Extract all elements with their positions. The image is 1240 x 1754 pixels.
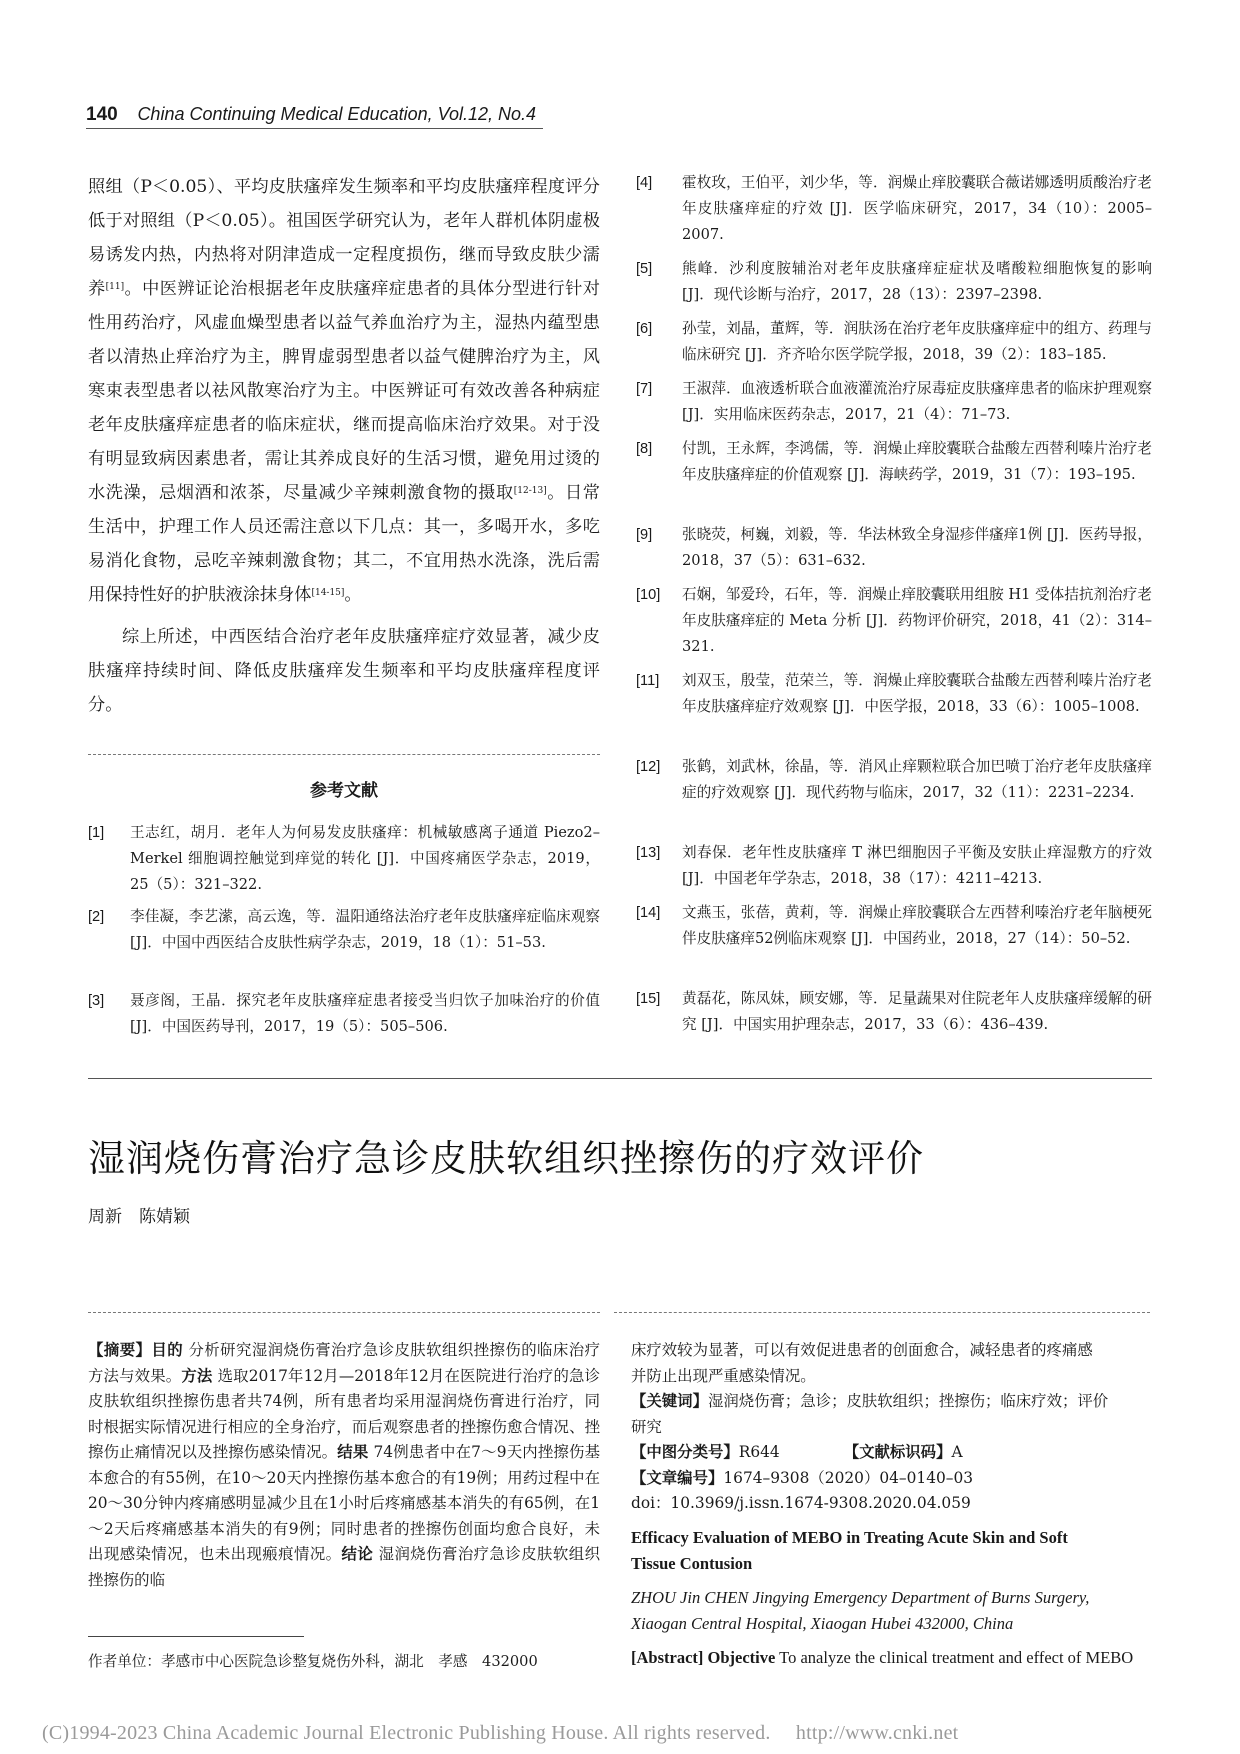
reference-item: [5] 熊峰．沙利度胺辅治对老年皮肤瘙痒症症状及嗜酸粒细胞恢复的影响 [J]．现代诊断与治疗，2017，28（13）：2397–2398. [636, 260, 1152, 303]
author-affiliation: 作者单位：孝感市中心医院急诊整复烧伤外科，湖北 孝感 432000 [88, 1653, 538, 1670]
abstract-divider [88, 1312, 600, 1313]
body-paragraph: 照组（P＜0.05）、平均皮肤瘙痒发生频率和平均皮肤瘙痒程度评分低于对照组（P＜0.05）。祖国医学研究认为，老年人群机体阴虚极易诱发内热，内热将对阴津造成一定程度损伤，继而导致皮肤少濡养[11]。中医辨证论治根据老年皮肤瘙痒症患者的具体分型进行针对性用药治疗，风虚血燥型患者以益气养血治疗为主，湿热内蕴型患者以清热止痒治疗为主，脾胃虚弱型患者以益气健脾治疗为主，风寒束表型患者以祛风散寒治疗为主。中医辨证可有效改善各种病症老年皮肤瘙痒症患者的临床症状，继而提高临床治疗效果。对于没有明显致病因素患者，需让其养成良好的生活习惯，避免用过烫的水洗澡，忌烟酒和浓茶，尽量减少辛辣刺激食物的摄取[12-13]。日常生活中，护理工作人员还需注意以下几点：其一，多喝开水，多吃易消化食物，忌吃辛辣刺激食物；其二，不宜用热水洗涤，洗后需用保持性好的护肤液涂抹身体[14-15]。 [88, 177, 600, 605]
reference-item: [2] 李佳凝，李艺潆，高云逸，等．温阳通络法治疗老年皮肤瘙痒症临床观察 [J]．中国中西医结合皮肤性病学杂志，2019，18（1）：51–53. [88, 908, 600, 951]
citation: [11] [105, 282, 125, 292]
abstract-label: 【摘要】 [88, 1342, 152, 1359]
reference-item: [9] 张晓荧，柯巍，刘毅，等．华法林致全身湿疹伴瘙痒1例 [J]．医药导报，2018，37（5）：631–632. [636, 526, 1152, 569]
article-authors: 周新 陈婧颖 [88, 1207, 190, 1227]
header-rule [86, 128, 543, 129]
reference-item: [13] 刘春保．老年性皮肤瘙痒 T 淋巴细胞因子平衡及安肤止痒湿敷方的疗效 [J]．中国老年学杂志，2018，38（17）：4211–4213. [636, 844, 1152, 887]
body-paragraph: 综上所述，中西医结合治疗老年皮肤瘙痒症疗效显著，减少皮肤瘙痒持续时间、降低皮肤瘙痒发生频率和平均皮肤瘙痒程度评分。 [88, 627, 600, 715]
reference-item: [8] 付凯，王永辉，李鸿儒，等．润燥止痒胶囊联合盐酸左西替利嗪片治疗老年皮肤瘙痒症的价值观察 [J]．海峡药学，2019，31（7）：193–195. [636, 440, 1152, 483]
reference-item: [6] 孙莹，刘晶，董辉，等．润肤汤在治疗老年皮肤瘙痒症中的组方、药理与临床研究 [J]．齐齐哈尔医学院学报，2018，39（2）：183–185. [636, 320, 1152, 363]
journal-name: China Continuing Medical Education, Vol.12, No.4 [137, 104, 537, 124]
classification: 【中图分类号】R644 【文献标识码】A [631, 1443, 963, 1461]
copyright-notice: (C)1994-2023 China Academic Journal Electronic Publishing House. All rights reserved. http://www.cnki.net [42, 1722, 959, 1744]
keywords: 【关键词】湿润烧伤膏；急诊；皮肤软组织；挫擦伤；临床疗效；评价 [631, 1392, 1109, 1410]
reference-item: [4] 霍枚玫，王伯平，刘少华，等．润燥止痒胶囊联合薇诺娜透明质酸治疗老年皮肤瘙痒症的疗效 [J]．医学临床研究，2017，34（10）：2005–2007. [636, 174, 1152, 243]
article-number: 【文章编号】1674–9308（2020）04–0140–03 [631, 1468, 974, 1487]
article-title: 湿润烧伤膏治疗急诊皮肤软组织挫擦伤的疗效评价 [88, 1137, 924, 1180]
section-divider [88, 754, 600, 755]
references-heading: 参考文献 [310, 781, 378, 800]
reference-item: [7] 王淑萍．血液透析联合血液灌流治疗尿毒症皮肤瘙痒患者的临床护理观察 [J]．实用临床医药杂志，2017，21（4）：71–73. [636, 380, 1152, 423]
article-divider [88, 1078, 1152, 1079]
citation: [12-13] [513, 486, 547, 496]
page-number: 140 [86, 104, 118, 125]
reference-item: [15] 黄磊花，陈凤妹，顾安娜，等．足量蔬果对住院老年人皮肤瘙痒缓解的研究 [J]．中国实用护理杂志，2017，33（6）：436–439. [636, 990, 1152, 1033]
abstract-continued-line: 床疗效较为显著，可以有效促进患者的创面愈合，减轻患者的疼痛感 [631, 1341, 1093, 1359]
reference-item: [3] 聂彦阁，王晶．探究老年皮肤瘙痒症患者接受当归饮子加味治疗的价值 [J]．中国医药导刊，2017，19（5）：505–506. [88, 992, 600, 1035]
english-abstract: [Abstract] Objective To analyze the clinical treatment and effect of MEBO [631, 1647, 1134, 1667]
reference-item: [11] 刘双玉，殷莹，范荣兰，等．润燥止痒胶囊联合盐酸左西替利嗪片治疗老年皮肤瘙痒症疗效观察 [J]．中医学报，2018，33（6）：1005–1008. [636, 672, 1152, 715]
keywords-continued: 研究 [631, 1417, 662, 1436]
running-header [86, 104, 536, 126]
english-title: Efficacy Evaluation of MEBO in Treating Acute Skin and Soft Tissue Contusion [631, 1527, 1068, 1573]
footnote-rule [88, 1636, 304, 1637]
doi: doi：10.3969/j.issn.1674-9308.2020.04.059 [631, 1494, 971, 1512]
abstract-divider [614, 1312, 1150, 1313]
abstract-cn-continued [631, 1338, 1151, 1670]
reference-item: [14] 文燕玉，张蓓，黄莉，等．润燥止痒胶囊联合左西替利嗪治疗老年脑梗死伴皮肤瘙痒52例临床观察 [J]．中国药业，2018，27（14）：50–52. [636, 904, 1152, 947]
reference-item: [12] 张鹤，刘武林，徐晶，等．消风止痒颗粒联合加巴喷丁治疗老年皮肤瘙痒症的疗效观察 [J]．现代药物与临床，2017，32（11）：2231–2234. [636, 758, 1152, 801]
abstract-cn: 【摘要】目的 分析研究湿润烧伤膏治疗急诊皮肤软组织挫擦伤的临床治疗方法与效果。方法 选取2017年12月—2018年12月在医院进行治疗的急诊皮肤软组织挫擦伤患者共74例，所有患者均采用湿润烧伤膏进行治疗，同时根据实际情况进行相应的全身治疗，而后观察患者的挫擦伤愈合情况、挫擦伤止痛情况以及挫擦伤感染情况。结果 74例患者中在7～9天内挫擦伤基本愈合的有55例，在10～20天内挫擦伤基本愈合的有19例；用药过程中在20～30分钟内疼痛感明显减少且在1小时后疼痛感基本消失的有65例，在1～2天后疼痛感基本消失的有9例；同时患者的挫擦伤创面均愈合良好，未出现感染情况，也未出现瘢痕情况。结论 湿润烧伤膏治疗急诊皮肤软组织挫擦伤的临 [88, 1341, 600, 1589]
reference-item: [10] 石娴，邹爱玲，石年，等．润燥止痒胶囊联用组胺 H1 受体拮抗剂治疗老年皮肤瘙痒症的 Meta 分析 [J]．药物评价研究，2018，41（2）：314–321. [636, 586, 1152, 655]
english-authors: ZHOU Jin CHEN Jingying Emergency Department of Burns Surgery, Xiaogan Central Hospital, Xiaogan Hubei 432000, China [631, 1587, 1090, 1633]
reference-item: [1] 王志红，胡月．老年人为何易发皮肤瘙痒：机械敏感离子通道 Piezo2–Merkel 细胞调控触觉到痒觉的转化 [J]．中国疼痛医学杂志，2019，25（5）：321–322. [88, 824, 600, 893]
abstract-continued-line: 并防止出现严重感染情况。 [631, 1366, 816, 1385]
body-text [88, 170, 600, 722]
citation: [14-15] [311, 588, 345, 598]
